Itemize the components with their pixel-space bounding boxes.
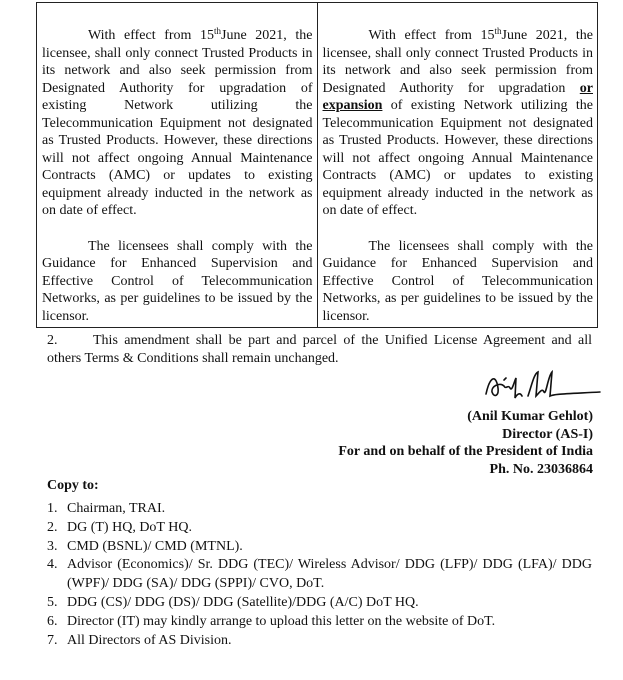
copy-to-list (47, 500, 592, 650)
copy-to-heading: Copy to: (47, 478, 99, 493)
amended-clause-para-1: With effect from 15thJune 2021, the licensee, shall only connect Trusted Products in its network and also seek permission from Designated Authority for upgradation or expansion of existing Network utilizing the Telecommunication Equipment not designated as Trusted Products. However, these directions will not affect ongoing Annual Maintenance Contracts (AMC) or updates to existing equipment already inducted in the network as on date of effect. (322, 26, 594, 218)
signatory-name: (Anil Kumar Gehlot) (467, 409, 593, 424)
list-item: 6. Director (IT) may kindly arrange to upload this letter on the website of DoT. (47, 613, 496, 629)
amended-clause-cell (317, 3, 598, 328)
existing-clause-para-1: With effect from 15thJune 2021, the licensee, shall only connect Trusted Products in its network and also seek permission from Designated Authority for upgradation of existing Network utilizing the Telecommunication Equipment not designated as Trusted Products. However, these directions will not affect ongoing Annual Maintenance Contracts (AMC) or updates to existing equipment already inducted in the network as on date of effect. (42, 26, 313, 218)
signatory-on-behalf: For and on behalf of the President of India (338, 444, 593, 459)
amendment-highlight: or expansion (322, 80, 593, 113)
handwritten-signature (482, 366, 602, 404)
list-item: 4. Advisor (Economics)/ Sr. DDG (TEC)/ Wireless Advisor/ DDG (LFP)/ DDG (LFA)/ DDG (WPF)/ DDG (SA)/ DDG (SPPI)/ CVO, DoT. (47, 557, 592, 592)
paragraph-number: 2. (47, 333, 58, 348)
list-item: 5. DDG (CS)/ DDG (DS)/ DDG (Satellite)/DDG (A/C) DoT HQ. (47, 594, 419, 610)
list-item: 3. CMD (BSNL)/ CMD (MTNL). (47, 538, 243, 554)
paragraph-2 (47, 332, 592, 367)
comparison-row (37, 3, 598, 328)
paragraph-2-text: This amendment shall be part and parcel of the Unified License Agreement and all others Terms & Conditions shall remain unchanged. (47, 333, 592, 366)
signatory-designation: Director (AS-I) (502, 426, 593, 442)
amended-clause-para-2: The licensees shall comply with the Guidance for Enhanced Supervision and Effective Control of Telecommunication Networks, as per guidelines to be issued by the licensor. (322, 238, 593, 324)
existing-clause-cell (37, 3, 318, 328)
signature-block (338, 408, 593, 478)
comparison-table (36, 2, 598, 328)
existing-clause-para-2: The licensees shall comply with the Guidance for Enhanced Supervision and Effective Control of Telecommunication Networks, as per guidelines to be issued by the licensor. (42, 238, 313, 324)
signatory-phone: Ph. No. 23036864 (489, 461, 593, 477)
list-item: 7. All Directors of AS Division. (47, 632, 232, 648)
list-item: 2. DG (T) HQ, DoT HQ. (47, 519, 192, 535)
list-item: 1. Chairman, TRAI. (47, 501, 166, 516)
